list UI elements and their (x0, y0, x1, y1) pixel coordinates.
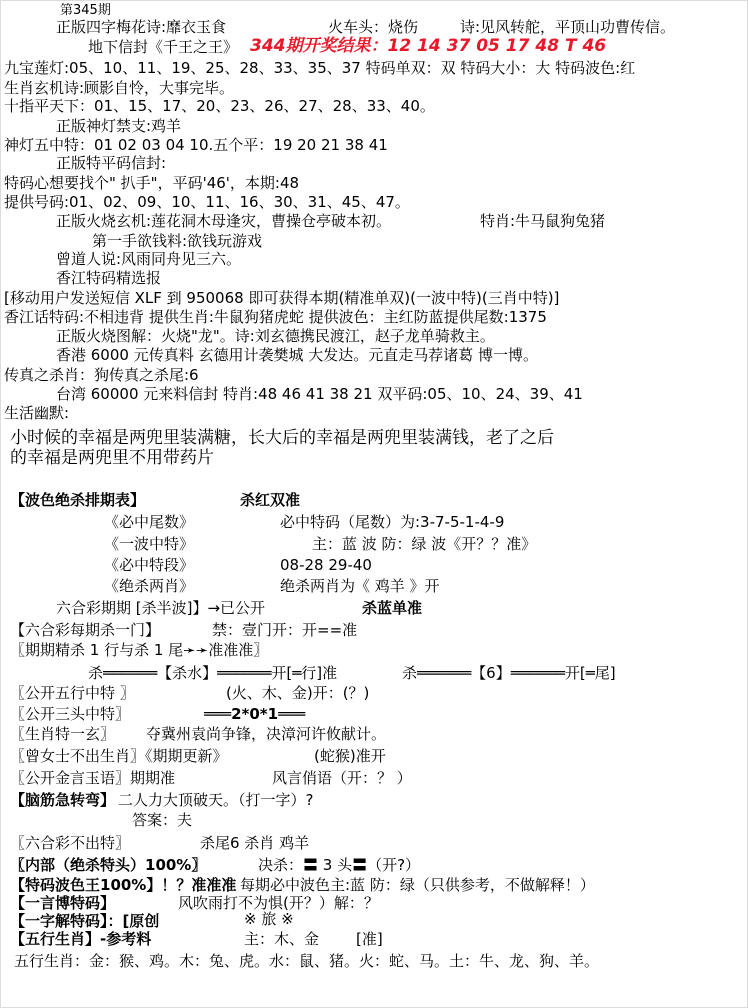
inner-kill-head-value: 决杀：〓 3 头〓（开?） (258, 856, 421, 874)
golden-words-value: 风言俏语（开：？ ） (272, 769, 412, 787)
taiwan-envelope-line: 台湾 60000 元来料信封 特肖:48 46 41 38 21 双平码:05、10、24、39、41 (56, 385, 583, 403)
five-element-value: (火、木、金)开：(？) (226, 684, 370, 702)
kill-blue-odd: 杀蓝单准 (362, 599, 423, 617)
one-word-bet-label: 【一言博特码】 (10, 894, 116, 912)
element-zodiac-main: 主：木、金 (244, 930, 320, 948)
kill-six-row: 杀══════【6】══════开[═尾] (402, 664, 616, 682)
zodiac-mystery-label: 〖生肖特一玄〗 (10, 725, 116, 743)
lotus-lamp-line: 九宝莲灯:05、10、11、19、25、28、33、35、37 特码单双：双 特码大小：大 特码波色:红 (4, 59, 636, 77)
poem-line: 诗:见风转舵，平顶山功曹传信。 (460, 18, 676, 36)
one-wave-label: 《一波中特》 (104, 535, 195, 553)
brain-teaser-answer: 答案：夫 (132, 811, 193, 829)
kill-one-door-value: 禁：壹门开：开==准 (212, 621, 358, 639)
last-draw-result: 344期开奖结果：12 14 37 05 17 48 T 46 (250, 36, 607, 56)
no-special-value: 杀尾6 杀肖 鸡羊 (200, 834, 310, 852)
element-zodiac-table: 五行生肖：金：猴、鸡。木：兔、虎。水：鼠、猪。火：蛇、马。土：牛、龙、狗、羊。 (14, 952, 600, 970)
wave-king-value: 每期必中波色主:蓝 防：绿（只供参考，不做解释！） (240, 876, 595, 894)
brain-teaser-question: 二人力大顶破天。（打一字）? (118, 791, 314, 809)
provided-numbers: 提供号码:01、02、09、10、11、16、30、31、45、47。 (4, 193, 410, 211)
humor-text-2: 的幸福是两兜里不用带药片 (10, 448, 214, 468)
first-hand-line: 第一手欲钱料:欲钱玩游戏 (92, 232, 263, 250)
kill-water-row: 杀══════【杀水】══════开[═行]准 (88, 664, 338, 682)
pickpocket-line: 特码心想要找个" 扒手"，平码'46'，本期:48 (4, 174, 300, 192)
element-zodiac-label: 【五行生肖】-参考料 (10, 930, 152, 948)
three-head-label: 〖公开三头中特〗 (10, 705, 131, 723)
ms-zeng-value: (蛇猴)准开 (314, 747, 386, 765)
one-word-bet-value: 风吹雨打不为惧(开？）解：？ (178, 894, 379, 912)
one-wave-value: 主：蓝 波 防：绿 波《开？？准》 (312, 535, 537, 553)
special-envelope-title: 正版特平码信封: (56, 154, 167, 172)
one-char-label: 【一字解特码】：[原创 (10, 912, 160, 930)
kill-two-label: 《绝杀两肖》 (104, 577, 195, 595)
kill-row-tail-title: 〖期期精杀 1 行与杀 1 尾➛➛准准准〗 (10, 641, 269, 659)
color-kill-table-title: 【波色绝杀排期表】 (10, 491, 146, 509)
taoist-saying: 曾道人说:风雨同舟见三六。 (56, 250, 242, 268)
underground-envelope: 地下信封《千王之王》 (88, 38, 239, 56)
train-head: 火车头：烧伤 (328, 18, 419, 36)
magic-lamp-five: 神灯五中特：01 02 03 04 10.五个平：19 20 21 38 41 (4, 136, 388, 154)
ms-zeng-label: 〖曾女士不出生肖〗《期期更新》 (10, 747, 228, 765)
sms-notice: [移动用户发送短信 XLF 到 950068 即可获得本期(精准单双)(一波中特)(三肖中特)] (4, 289, 560, 307)
hongkong-report-title: 香江特码精选报 (56, 269, 162, 287)
fax-kill-line: 传真之杀肖：狗传真之杀尾:6 (4, 366, 199, 384)
inner-kill-head-label: 〖内部（绝杀特头）100%〗 (10, 856, 207, 874)
element-zodiac-accurate: [准] (356, 930, 383, 948)
hongkong-special-line: 香江话特码:不相违背 提供生肖:牛鼠狗猪虎蛇 提供波色：主红防蓝提供尾数:1375 (4, 308, 547, 326)
must-tail-value: 必中特码（尾数）为:3-7-5-1-4-9 (280, 513, 505, 531)
issue-number: 第345期 (60, 3, 111, 18)
zodiac-poem: 生肖玄机诗:顾影自怜，大事完毕。 (4, 79, 235, 97)
must-tail-label: 《必中尾数》 (104, 513, 195, 531)
fire-riddle: 正版火烧玄机:莲花洞木母逢灾，曹操仓亭破本初。 (56, 212, 392, 230)
kill-one-door-label: 【六合彩每期杀一门】 (10, 621, 161, 639)
one-char-value: ※ 旅 ※ (244, 910, 294, 928)
must-segment-value: 08-28 29-40 (280, 556, 372, 574)
wave-king-label: 【特码波色王100%】！？准准准 (10, 876, 237, 894)
ten-fingers-line: 十指平天下：01、15、17、20、23、26、27、28、33、40。 (4, 97, 435, 115)
plum-poem: 正版四字梅花诗:靡衣玉食 (56, 18, 227, 36)
five-element-label: 〖公开五行中特 〗 (10, 684, 135, 702)
special-zodiacs: 特肖:牛马鼠狗兔猪 (480, 212, 606, 230)
zodiac-mystery-value: 夺冀州袁尚争锋，决漳河许攸献计。 (146, 725, 387, 743)
kill-two-value: 绝杀两肖为《 鸡羊 》开 (280, 577, 440, 595)
golden-words-label: 〖公开金言玉语〗期期准 (10, 769, 176, 787)
magic-lamp-forbidden: 正版神灯禁支:鸡羊 (56, 117, 182, 135)
humor-heading: 生活幽默: (4, 404, 70, 422)
brain-teaser-label: 【脑筋急转弯】 (10, 791, 116, 809)
half-wave-line: 六合彩期期 [杀半波]】→已公开 (56, 599, 266, 617)
three-head-value: ═══2*0*1═══ (204, 705, 306, 723)
humor-text-1: 小时候的幸福是两兜里装满糖，长大后的幸福是两兜里装满钱，老了之后 (10, 428, 554, 448)
fire-picture-line: 正版火烧图解：火烧"龙"。诗:刘玄德携民渡江，赵子龙单骑救主。 (56, 327, 495, 345)
no-special-label: 〖六合彩不出特〗 (10, 834, 131, 852)
kill-red-even: 杀红双准 (240, 491, 301, 509)
must-segment-label: 《必中特段》 (104, 556, 195, 574)
hk-fax-line: 香港 6000 元传真料 玄德用计袭樊城 大发达。元直走马荐诸葛 博一博。 (56, 346, 539, 364)
